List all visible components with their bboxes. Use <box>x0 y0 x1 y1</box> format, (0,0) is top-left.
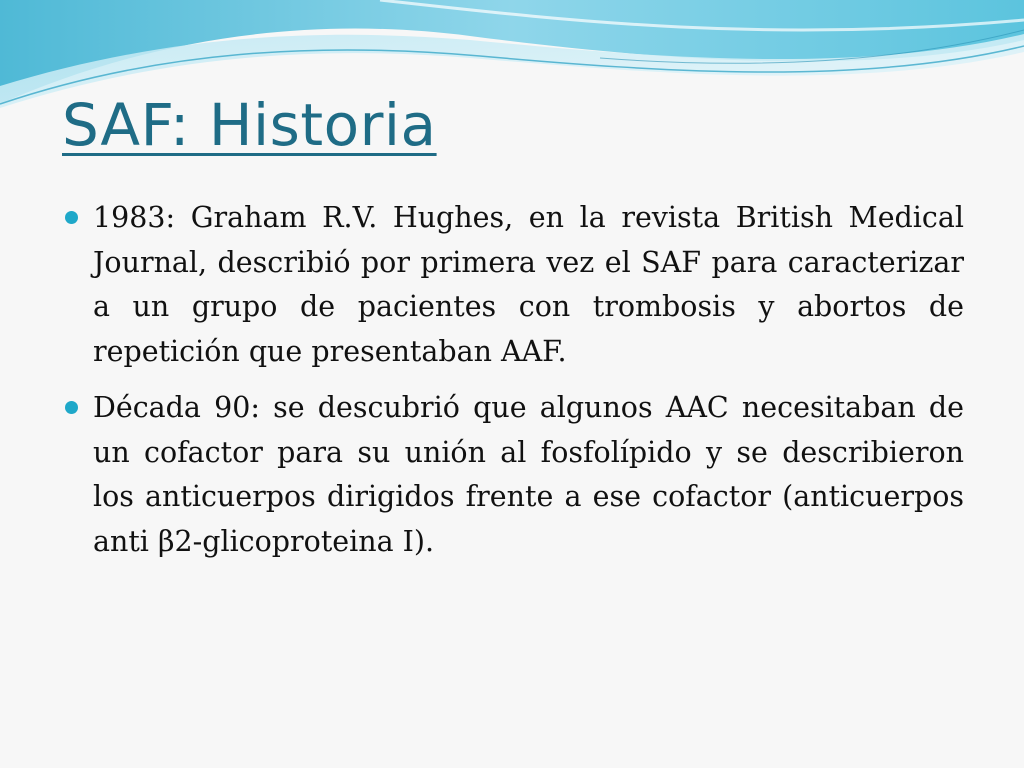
bullet-item <box>62 196 964 374</box>
bullet-icon <box>65 401 78 414</box>
bullet-text: 1983: Graham R.V. Hughes, en la revista British Medical Journal, describió por primera vez el SAF para caracterizar a un grupo de pacientes con trombosis y abortos de repetición que presentaban AAF. <box>93 201 964 368</box>
bullet-list <box>62 196 964 576</box>
bullet-text: Década 90: se descubrió que algunos AAC necesitaban de un cofactor para su unión al fosfolípido y se describieron los anticuerpos dirigidos frente a ese cofactor (anticuerpos anti β2-glicoproteina I). <box>93 391 964 558</box>
bullet-icon <box>65 211 78 224</box>
bullet-item <box>62 386 964 564</box>
slide-title: SAF: Historia <box>62 91 437 159</box>
